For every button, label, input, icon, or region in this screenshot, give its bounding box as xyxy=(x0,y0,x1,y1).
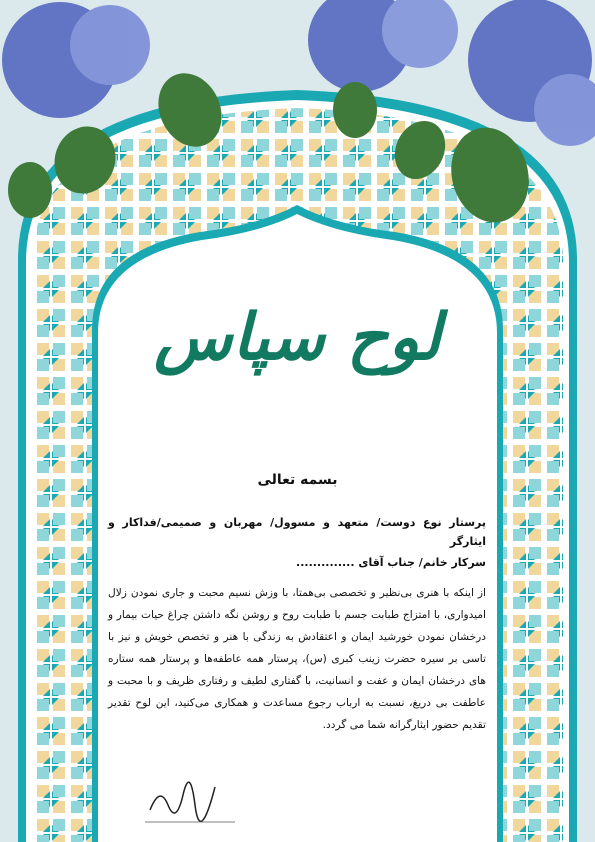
certificate-body xyxy=(108,513,486,736)
recipient-line-1: پرستار نوع دوست/ متعهد و مسوول/ مهربان و صمیمی/فداکار و ایثارگر xyxy=(108,516,486,548)
title-block xyxy=(120,300,475,430)
bismillah-heading: بسمه تعالی xyxy=(257,472,338,488)
certificate-title: لوح سپاس xyxy=(154,300,441,375)
recipient-line-2: سرکار خانم/ جناب آقای .............. xyxy=(296,556,486,569)
appreciation-text: از اینکه با هنری بی‌نظیر و تخصصی بی‌همتا، با وزش نسیم محبت و جاری نمودن زلال امیدواری، با امتزاج طبابت جسم با طبابت روح و روشن نگه داشتن چراغ حیات بیمار و درخشان نمودن خورشید ایمان و اعتقادش به زندگی با هنر و تخصص خویش و نیز با تاسی بر سیره حضرت زینب کبری (س)، پرستار همه عاطفه‌ها و پرستار همه ستاره های درخشان ایمان و عفت و انسانیت، با گفتاری لطیف و رفتاری ظریف و با محبت و عاطفت بی دریغ، نسبت به ارباب رجوع مساعدت و همکاری می‌کنید، این لوح تقدیر تقدیم حضور ایثارگرانه شما می گردد. xyxy=(108,587,486,731)
